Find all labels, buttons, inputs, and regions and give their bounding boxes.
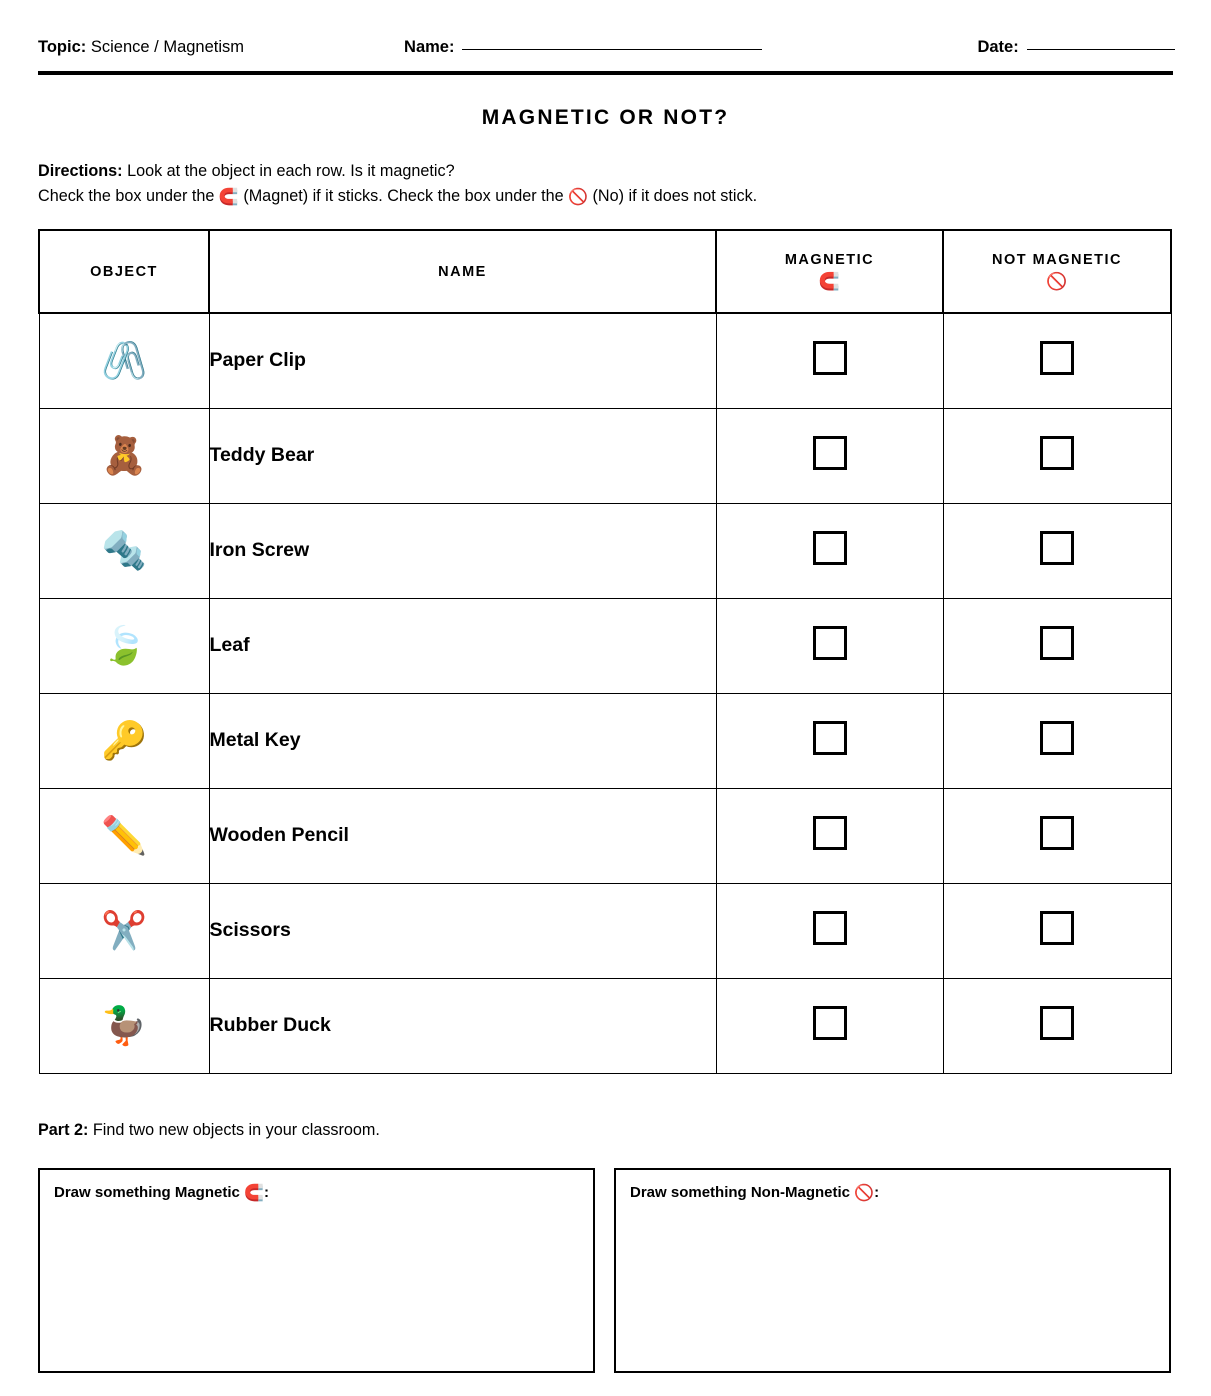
column-header-not-magnetic-label: NOT MAGNETIC <box>992 252 1122 269</box>
header-divider <box>38 71 1173 75</box>
no-entry-icon: 🚫 <box>854 1182 875 1202</box>
column-header-object: OBJECT <box>39 230 209 313</box>
table-row <box>39 408 1171 503</box>
directions-line-1 <box>38 159 1173 184</box>
magnetic-checkbox[interactable] <box>813 1006 847 1040</box>
name-writing-line[interactable] <box>462 49 762 50</box>
table-header-row <box>39 230 1171 313</box>
not-magnetic-checkbox[interactable] <box>1040 531 1074 565</box>
not-magnetic-checkbox-cell[interactable] <box>943 408 1171 503</box>
leaf-icon: 🍃 <box>100 624 148 668</box>
magnetic-checkbox[interactable] <box>813 626 847 660</box>
magnetic-checkbox-cell[interactable] <box>716 788 943 883</box>
draw-non-magnetic-colon: : <box>874 1183 880 1201</box>
draw-magnetic-colon: : <box>263 1183 269 1201</box>
object-cell <box>39 313 209 408</box>
magnetic-checkbox-cell[interactable] <box>716 313 943 408</box>
pencil-icon: ✏️ <box>100 814 148 858</box>
name-field[interactable] <box>404 38 762 57</box>
draw-magnetic-caption <box>54 1184 593 1201</box>
object-cell <box>39 883 209 978</box>
table-row <box>39 598 1171 693</box>
date-writing-line[interactable] <box>1027 49 1175 50</box>
part2-text: Find two new objects in your classroom. <box>92 1120 380 1139</box>
duck-icon: 🦆 <box>100 1004 148 1048</box>
directions-text-1: Look at the object in each row. Is it magnetic? <box>127 162 455 180</box>
object-cell <box>39 693 209 788</box>
draw-magnetic-box[interactable] <box>38 1168 595 1373</box>
date-label: Date: <box>977 38 1019 56</box>
table-row <box>39 313 1171 408</box>
column-header-magnetic-label: MAGNETIC <box>784 252 875 269</box>
table-row <box>39 693 1171 788</box>
table-body <box>39 313 1171 1073</box>
magnetic-checkbox[interactable] <box>813 436 847 470</box>
object-name-cell: Wooden Pencil <box>209 788 716 883</box>
object-name-cell: Iron Screw <box>209 503 716 598</box>
not-magnetic-checkbox-cell[interactable] <box>943 598 1171 693</box>
object-name-cell: Metal Key <box>209 693 716 788</box>
draw-non-magnetic-caption <box>630 1184 1169 1201</box>
object-cell <box>39 408 209 503</box>
draw-magnetic-text: Draw something Magnetic <box>54 1183 240 1201</box>
directions-line-2 <box>38 184 1173 209</box>
not-magnetic-checkbox-cell[interactable] <box>943 503 1171 598</box>
not-magnetic-checkbox-cell[interactable] <box>943 788 1171 883</box>
directions-text-2a: Check the box under the <box>38 187 215 206</box>
not-magnetic-checkbox-cell[interactable] <box>943 313 1171 408</box>
magnetic-checkbox-cell[interactable] <box>716 883 943 978</box>
not-magnetic-checkbox[interactable] <box>1040 816 1074 850</box>
magnetic-checkbox[interactable] <box>813 721 847 755</box>
draw-non-magnetic-box[interactable] <box>614 1168 1171 1373</box>
not-magnetic-checkbox[interactable] <box>1040 626 1074 660</box>
directions-text-2b: (Magnet) if it sticks. Check the box under the <box>243 187 564 206</box>
magnetic-checkbox-cell[interactable] <box>716 598 943 693</box>
scissors-icon: ✂️ <box>100 909 148 953</box>
magnetic-or-not-table <box>38 229 1172 1074</box>
teddy-bear-icon: 🧸 <box>100 434 148 478</box>
worksheet-meta-row <box>38 0 1173 57</box>
no-entry-icon: 🚫 <box>1046 272 1068 293</box>
object-cell <box>39 978 209 1073</box>
column-header-magnetic <box>716 230 943 313</box>
magnetic-checkbox[interactable] <box>813 531 847 565</box>
magnetic-checkbox-cell[interactable] <box>716 408 943 503</box>
not-magnetic-checkbox-cell[interactable] <box>943 978 1171 1073</box>
topic-label: Topic: <box>38 38 87 56</box>
nut-and-bolt-icon: 🔩 <box>100 529 148 573</box>
table-row <box>39 978 1171 1073</box>
object-name-cell: Teddy Bear <box>209 408 716 503</box>
not-magnetic-checkbox[interactable] <box>1040 341 1074 375</box>
draw-boxes-row <box>38 1168 1173 1373</box>
magnetic-checkbox[interactable] <box>813 816 847 850</box>
topic-value: Science / Magnetism <box>90 38 245 56</box>
object-cell <box>39 598 209 693</box>
not-magnetic-checkbox-cell[interactable] <box>943 693 1171 788</box>
magnet-icon: 🧲 <box>818 272 841 293</box>
object-name-cell: Leaf <box>209 598 716 693</box>
magnetic-checkbox[interactable] <box>813 911 847 945</box>
not-magnetic-checkbox[interactable] <box>1040 911 1074 945</box>
object-name-cell: Paper Clip <box>209 313 716 408</box>
draw-non-magnetic-text: Draw something Non-Magnetic <box>630 1183 851 1201</box>
part2-label: Part 2: <box>38 1120 89 1139</box>
key-icon: 🔑 <box>100 719 148 763</box>
name-label: Name: <box>404 38 455 56</box>
date-field[interactable] <box>977 38 1174 57</box>
directions-block <box>38 159 1173 209</box>
magnetic-checkbox[interactable] <box>813 341 847 375</box>
table-row <box>39 503 1171 598</box>
not-magnetic-checkbox[interactable] <box>1040 436 1074 470</box>
object-name-cell: Rubber Duck <box>209 978 716 1073</box>
directions-text-2c: (No) if it does not stick. <box>592 187 758 206</box>
magnetic-checkbox-cell[interactable] <box>716 693 943 788</box>
object-cell <box>39 503 209 598</box>
magnet-icon: 🧲 <box>218 187 239 207</box>
object-name-cell: Scissors <box>209 883 716 978</box>
magnet-icon: 🧲 <box>244 1182 264 1202</box>
column-header-not-magnetic <box>943 230 1171 313</box>
table-row <box>39 883 1171 978</box>
object-cell <box>39 788 209 883</box>
table-row <box>39 788 1171 883</box>
magnetic-checkbox-cell[interactable] <box>716 503 943 598</box>
topic-field <box>38 38 244 57</box>
part2-instruction <box>38 1121 1173 1140</box>
magnetic-checkbox-cell[interactable] <box>716 978 943 1073</box>
paper-clip-icon: 🖇️ <box>100 339 148 383</box>
page-title: MAGNETIC OR NOT? <box>481 106 730 129</box>
directions-label: Directions: <box>38 162 123 180</box>
not-magnetic-checkbox[interactable] <box>1040 721 1074 755</box>
column-header-name: NAME <box>209 230 716 313</box>
not-magnetic-checkbox-cell[interactable] <box>943 883 1171 978</box>
no-entry-icon: 🚫 <box>568 187 589 207</box>
not-magnetic-checkbox[interactable] <box>1040 1006 1074 1040</box>
